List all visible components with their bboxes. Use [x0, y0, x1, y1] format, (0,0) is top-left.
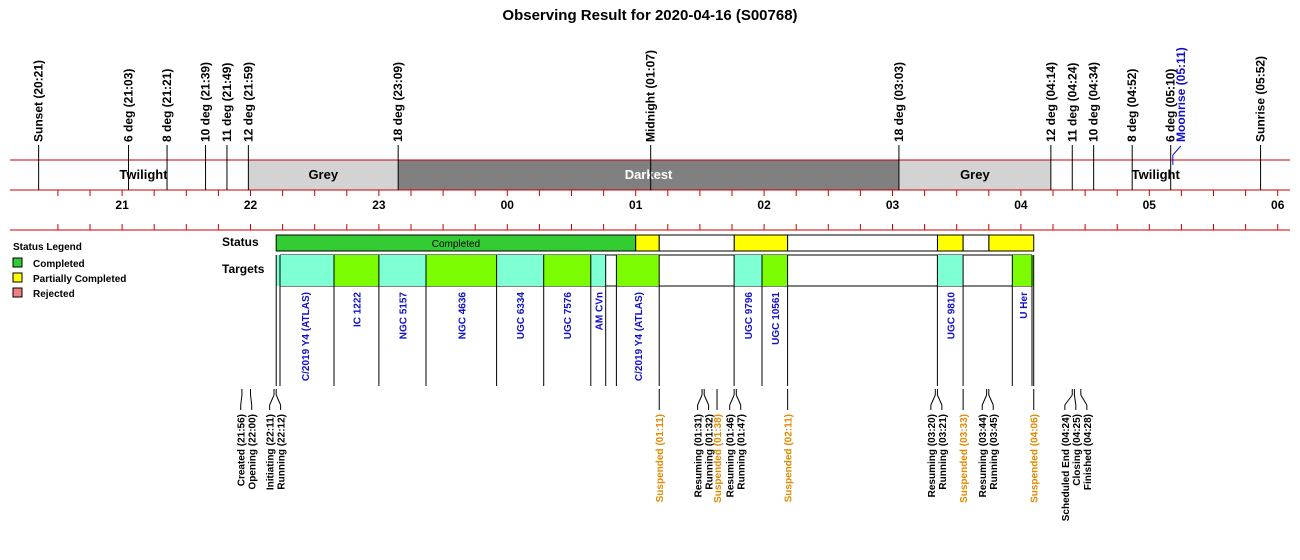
- sky-event-label: Sunset (20:21): [31, 59, 46, 142]
- event-label-resuming-03-44: Resuming (03:44): [978, 414, 990, 498]
- event-leader: [1081, 395, 1087, 405]
- target-name-c-2019-y4-atlas: C/2019 Y4 (ATLAS): [301, 292, 313, 382]
- legend-title: Status Legend: [13, 242, 82, 253]
- legend-label-completed: Completed: [33, 259, 85, 270]
- event-label-running-01-32: Running (01:32): [704, 414, 716, 490]
- target-block-c-2019-y4-atlas: [616, 255, 659, 286]
- status-segment-partially-completed: [937, 235, 963, 251]
- event-label-suspended-04-06: Suspended (04:06): [1029, 414, 1041, 503]
- event-leader: [704, 395, 708, 405]
- event-label-suspended-01-38: Suspended (01:38): [713, 414, 725, 503]
- status-gap: [963, 235, 989, 251]
- target-name-ic-1222: IC 1222: [352, 292, 364, 328]
- sky-event-label: 10 deg (04:34): [1086, 61, 1101, 142]
- legend-swatch-completed: [13, 258, 22, 267]
- sky-band-label: Twilight: [119, 167, 168, 182]
- status-gap: [788, 235, 938, 251]
- hour-tick-label: 05: [1142, 198, 1156, 212]
- sky-band-label: Darkest: [624, 167, 673, 182]
- legend-swatch-partially-completed: [13, 273, 22, 282]
- targets-row-label: Targets: [222, 262, 265, 276]
- target-block-am-cvn: [591, 255, 606, 286]
- event-leader: [1065, 395, 1072, 405]
- target-block-ugc-10561: [762, 255, 788, 286]
- target-name-ugc-9810: UGC 9810: [946, 292, 958, 340]
- target-event-markers: [237, 389, 1094, 521]
- event-label-opening-22-00: Opening (22:00): [247, 414, 259, 490]
- event-label-suspended-03-33: Suspended (03:33): [959, 414, 971, 503]
- sky-event-label: 10 deg (21:39): [198, 61, 213, 142]
- target-block-ugc-9796: [734, 255, 762, 286]
- sky-band-label: Twilight: [1131, 167, 1180, 182]
- status-row-label: Status: [222, 235, 259, 249]
- status-segment-label: Completed: [431, 239, 481, 250]
- sky-event-label: 18 deg (03:03): [891, 61, 906, 142]
- event-label-suspended-01-11: Suspended (01:11): [655, 414, 667, 503]
- target-name-ugc-7576: UGC 7576: [563, 292, 575, 340]
- hour-tick-label: 22: [243, 198, 258, 212]
- target-block-ugc-6334: [497, 255, 544, 286]
- target-name-ugc-6334: UGC 6334: [516, 292, 528, 340]
- moonrise-label: Moonrise (05:11): [1173, 47, 1188, 142]
- hour-tick-label: 00: [500, 198, 514, 212]
- target-name-am-cvn: AM CVn: [594, 292, 606, 331]
- target-name-c-2019-y4-atlas: C/2019 Y4 (ATLAS): [633, 292, 645, 382]
- event-label-running-01-47: Running (01:47): [736, 414, 748, 490]
- target-name-ugc-9796: UGC 9796: [744, 292, 756, 340]
- sky-bands: [10, 160, 1290, 190]
- event-leader: [982, 395, 986, 405]
- sky-band-label: Grey: [960, 167, 990, 182]
- event-leader: [270, 395, 274, 405]
- event-leader: [937, 395, 941, 405]
- event-label-resuming-01-31: Resuming (01:31): [693, 414, 705, 498]
- event-label-resuming-03-20: Resuming (03:20): [926, 414, 938, 498]
- event-label-running-03-21: Running (03:21): [937, 414, 949, 490]
- sky-event-label: 11 deg (21:49): [219, 62, 234, 142]
- sky-event-label: 6 deg (21:03): [121, 68, 136, 142]
- event-label-running-22-12: Running (22:12): [276, 414, 288, 490]
- status-segment-partially-completed: [989, 235, 1034, 251]
- target-name-ngc-4636: NGC 4636: [457, 292, 469, 340]
- event-label-resuming-01-46: Resuming (01:46): [725, 414, 737, 498]
- event-leader: [698, 395, 702, 405]
- event-leader: [989, 395, 993, 405]
- status-target-rows: [222, 235, 1034, 386]
- chart-title: Observing Result for 2020-04-16 (S00768): [502, 7, 798, 24]
- sky-event-label: Midnight (01:07): [643, 50, 658, 142]
- event-leader: [931, 395, 935, 405]
- sky-event-label: 12 deg (21:59): [241, 61, 256, 142]
- event-label-suspended-02-11: Suspended (02:11): [783, 414, 795, 503]
- target-name-ugc-10561: UGC 10561: [770, 292, 782, 345]
- target-block-ic-1222: [334, 255, 379, 286]
- hour-tick-label: 01: [629, 198, 643, 212]
- event-leader: [276, 395, 280, 405]
- hour-tick-label: 06: [1271, 198, 1285, 212]
- target-block-c-2019-y4-atlas: [276, 255, 334, 286]
- event-label-closing-04-25: Closing (04:25): [1071, 414, 1083, 486]
- hour-tick-label: 04: [1014, 198, 1028, 212]
- target-block-ngc-5157: [379, 255, 426, 286]
- event-leader: [251, 395, 252, 405]
- legend-label-partially-completed: Partially Completed: [33, 274, 127, 285]
- target-name-u-her: U Her: [1019, 292, 1031, 319]
- event-label-scheduled-end-04-24: Scheduled End (04:24): [1060, 414, 1072, 522]
- event-leader: [1074, 395, 1075, 405]
- hour-tick-label: 23: [372, 198, 386, 212]
- target-block-ugc-7576: [544, 255, 591, 286]
- target-block-u-her: [1012, 255, 1033, 286]
- event-label-finished-04-28: Finished (04:28): [1082, 414, 1094, 491]
- time-axis: [10, 190, 1290, 230]
- target-block-ugc-9810: [937, 255, 963, 286]
- sky-event-label: 8 deg (04:52): [1125, 68, 1140, 142]
- sky-event-label: 12 deg (04:14): [1043, 61, 1058, 142]
- hour-tick-label: 02: [757, 198, 771, 212]
- sky-event-label: 8 deg (21:21): [160, 68, 175, 142]
- status-gap: [659, 235, 734, 251]
- legend-swatch-rejected: [13, 288, 22, 297]
- sky-event-label: 6 deg (05:10): [1163, 68, 1178, 142]
- event-label-created-21-56: Created (21:56): [236, 414, 248, 487]
- status-segment-partially-completed: [734, 235, 788, 251]
- moonrise-leader: [1173, 146, 1181, 155]
- sky-band-label: Grey: [308, 167, 339, 182]
- status-legend: [13, 242, 126, 300]
- status-segment-partially-completed: [636, 235, 660, 251]
- target-name-ngc-5157: NGC 5157: [398, 292, 410, 340]
- legend-label-rejected: Rejected: [33, 289, 75, 300]
- event-leader: [730, 395, 734, 405]
- hour-tick-label: 03: [885, 198, 900, 212]
- sky-event-label: 18 deg (23:09): [391, 61, 406, 142]
- target-block-ngc-4636: [426, 255, 497, 286]
- event-label-initiating-22-11: Initiating (22:11): [265, 414, 277, 491]
- sky-event-label: 11 deg (04:24): [1065, 62, 1080, 142]
- sky-event-label: Sunrise (05:52): [1253, 55, 1268, 142]
- event-leader: [241, 395, 242, 405]
- event-label-running-03-45: Running (03:45): [989, 414, 1001, 490]
- hour-tick-label: 21: [115, 198, 129, 212]
- event-leader: [736, 395, 740, 405]
